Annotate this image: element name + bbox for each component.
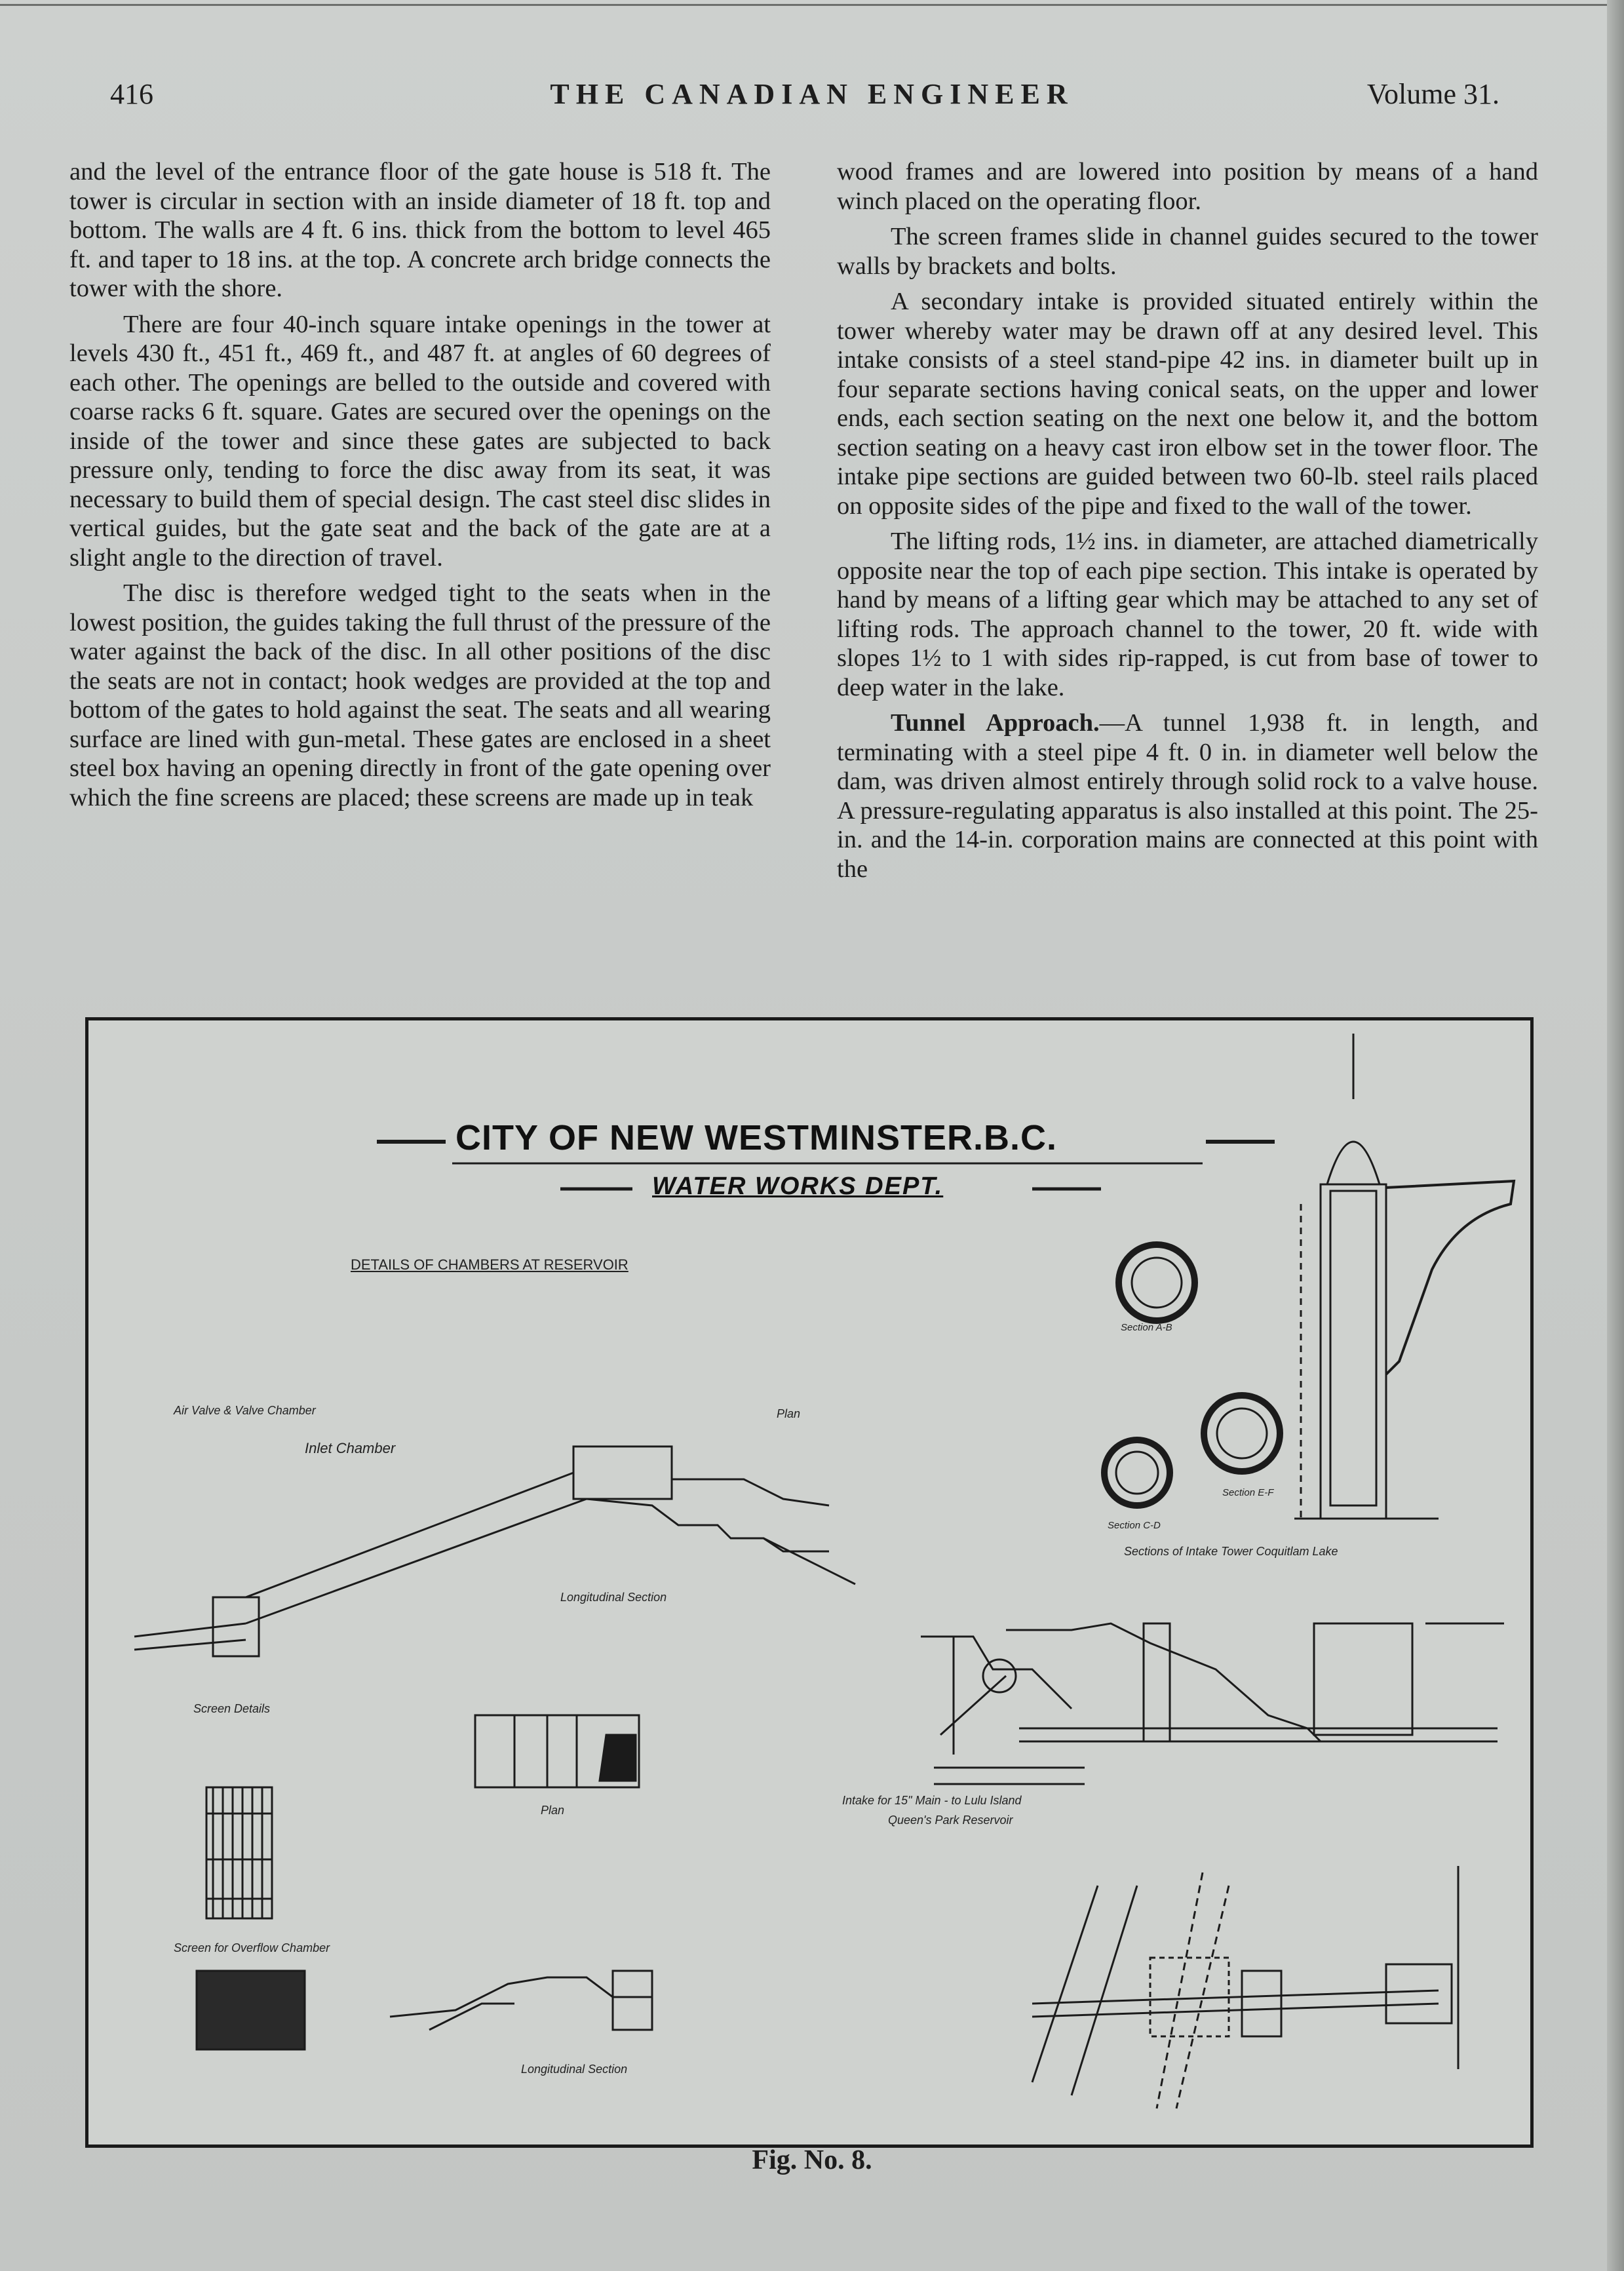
figure-caption: Fig. No. 8. [752,2145,872,2175]
label-plan-2: Plan [541,1804,565,1817]
label-screen-details: Screen Details [193,1702,271,1715]
tunnel-heading: Tunnel Approach. [891,709,1100,737]
label-queens-park: Queen's Park Reservoir [888,1814,1013,1827]
label-longitudinal-section-2: Longitudinal Section [521,2063,628,2076]
paragraph: wood frames and are lowered into position by means of a hand winch placed on the operating floor. [837,158,1538,215]
page-number: 416 [110,78,153,110]
right-column [837,157,1538,890]
paragraph: The lifting rods, 1½ ins. in diameter, are attached diametrically opposite near the top of each pipe section. This intake is operated by hand by means of a lifting gear which may be attached to any set of lifting rods. The approach channel to the tower, 20 ft. wide with slopes 1½ to 1 with sides rip-rapped, is cut from base of tower to deep water in the lake. [837,528,1538,701]
label-longitudinal-section: Longitudinal Section [560,1591,667,1604]
volume-label: Volume 31. [1366,78,1499,110]
paragraph: The screen frames slide in channel guides secured to the tower walls by brackets and bolts. [837,223,1538,280]
page-gutter-shadow [1607,0,1624,2271]
paragraph: and the level of the entrance floor of the gate house is 518 ft. The tower is circular in section with an inside diameter of 18 ft. top and bottom. The walls are 4 ft. 6 ins. thick from the bottom to level 465 ft. and taper to 18 ins. at the top. A concrete arch bridge connects the tower with the shore. [69,158,771,302]
label-intake-tower: Sections of Intake Tower Coquitlam Lake [1124,1545,1338,1558]
label-air-valve: Air Valve & Valve Chamber [174,1404,316,1417]
drawing-subtitle: WATER WORKS DEPT. [652,1173,944,1200]
details-heading: DETAILS OF CHAMBERS AT RESERVOIR [351,1256,628,1273]
label-overflow-screen: Screen for Overflow Chamber [174,1941,330,1954]
label-section-ab: Section A-B [1121,1322,1172,1333]
paragraph: A secondary intake is provided situated entirely within the tower whereby water may be drawn off at any desired level. This intake consists of a steel stand-pipe 42 ins. in diameter built up in four separate sections having conical seats, on the upper and lower ends, each section seating on the next one below it, and the bottom section seating on a heavy cast iron elbow set in the tower floor. The intake pipe sections are guided between two 60-lb. steel rails placed on opposite sides of the pipe and fixed to the wall of the tower. [837,288,1538,520]
paragraph: There are four 40-inch square intake openings in the tower at levels 430 ft., 451 ft., 469 ft., and 487 ft. at angles of 60 degrees of each other. The openings are belled to the outside and covered with coarse racks 6 ft. square. Gates are secured over the openings on the inside of the tower and since these gates are subjected to back pressure only, tending to force the disc away from its seat, it was necessary to build them of special design. The cast steel disc slides in vertical guides, but the gate seat and the back of the gate are at a slight angle to the direction of travel. [69,310,771,572]
tunnel-paragraph [837,708,1538,883]
journal-title: THE CANADIAN ENGINEER [550,78,1074,110]
label-section-ef: Section E-F [1222,1487,1274,1498]
label-section-cd: Section C-D [1108,1520,1161,1531]
engineering-drawing [85,1017,1534,2148]
label-intake-main: Intake for 15" Main - to Lulu Island [842,1794,1022,1807]
left-column [69,157,771,819]
paragraph: The disc is therefore wedged tight to the seats when in the lowest position, the guides taking the full thrust of the pressure of the water against the back of the disc. In all other positions of the disc the seats are not in contact; hook wedges are provided at the top and bottom of the gates to hold against the seat. The seats and all wearing surface are lined with gun-metal. These gates are enclosed in a sheet steel box having an opening directly in front of the gate opening over which the fine screens are placed; these screens are made up in teak [69,579,771,811]
top-rule [0,4,1624,6]
label-plan: Plan [777,1407,801,1420]
tunnel-text: —A tunnel 1,938 ft. in length, and terminating with a steel pipe 4 ft. 0 in. in diameter well below the dam, was driven almost entirely through solid rock to a valve house. A pressure-regulating apparatus is also installed at this point. The 25-in. and the 14-in. corporation mains are connected at this point with the [837,709,1538,883]
label-inlet-chamber: Inlet Chamber [305,1440,396,1456]
drawing-title: CITY OF NEW WESTMINSTER.B.C. [455,1118,1057,1157]
